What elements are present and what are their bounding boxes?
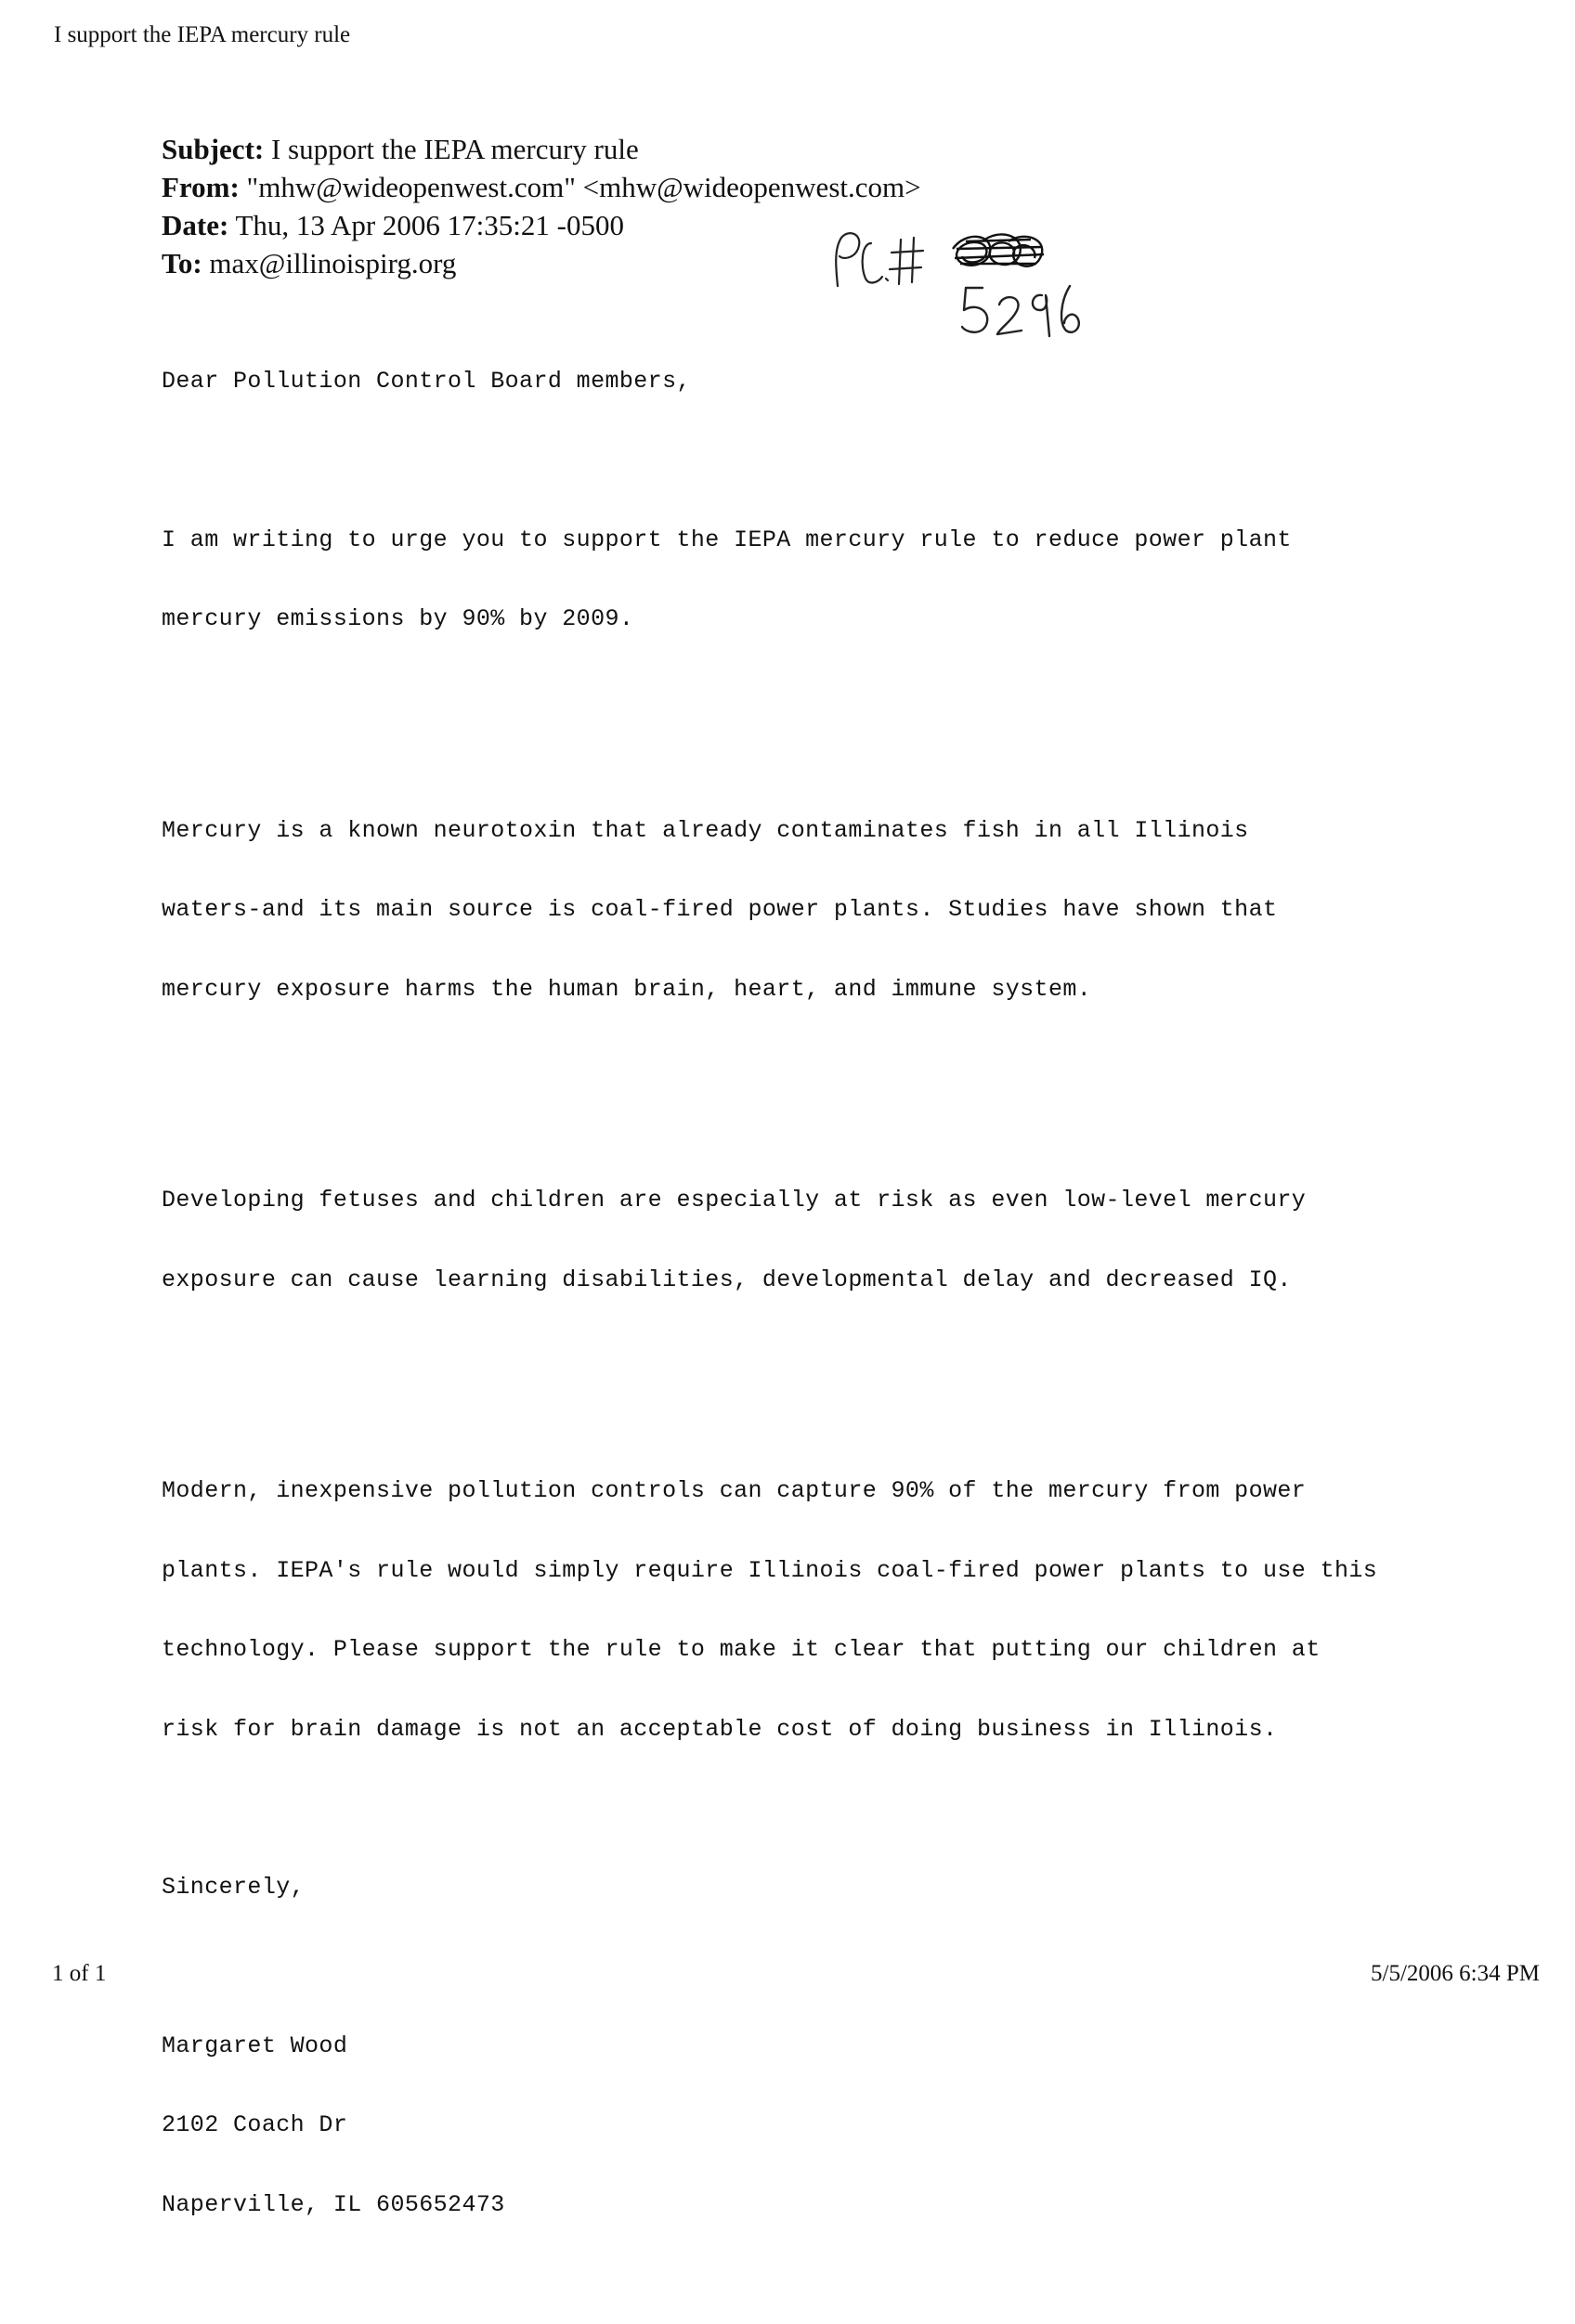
paragraph-line: mercury exposure harms the human brain, heart, and immune system. <box>162 975 1092 1003</box>
paragraph-line: risk for brain damage is not an acceptable cost of doing business in Illinois. <box>162 1715 1278 1743</box>
subject-value: I support the IEPA mercury rule <box>270 133 639 165</box>
page-number: 1 of 1 <box>52 1961 107 1986</box>
greeting: Dear Pollution Control Board members, <box>162 368 691 395</box>
from-label: From: <box>162 171 240 203</box>
email-body <box>162 316 1377 2324</box>
signature-name: Margaret Wood <box>162 2032 348 2059</box>
paragraph-line: plants. IEPA's rule would simply require Illinois coal-fired power plants to use this <box>162 1556 1378 1584</box>
paragraph-line: technology. Please support the rule to make it clear that putting our children at <box>162 1636 1321 1663</box>
date-label: Date: <box>162 209 229 241</box>
paragraph-line: Modern, inexpensive pollution controls can capture 90% of the mercury from power <box>162 1477 1307 1504</box>
paragraph-line: mercury emissions by 90% by 2009. <box>162 605 634 632</box>
to-label: To: <box>162 247 202 279</box>
subject-row <box>162 130 921 168</box>
page-header-title: I support the IEPA mercury rule <box>54 22 351 47</box>
signature-city: Naperville, IL 605652473 <box>162 2190 505 2218</box>
paragraph-2 <box>162 765 1377 1057</box>
signature-block <box>162 1980 1377 2272</box>
paragraph-line: Mercury is a known neurotoxin that already contaminates fish in all Illinois <box>162 816 1249 844</box>
paragraph-line: I am writing to urge you to support the IEPA mercury rule to reduce power plant <box>162 526 1292 553</box>
from-row <box>162 168 921 206</box>
paragraph-line: waters-and its main source is coal-fired power plants. Studies have shown that <box>162 896 1278 923</box>
paragraph-1 <box>162 474 1377 686</box>
signature-street: 2102 Coach Dr <box>162 2111 348 2138</box>
paragraph-4 <box>162 1425 1377 1796</box>
from-value: "mhw@wideopenwest.com" <mhw@wideopenwest.com> <box>246 171 921 203</box>
scribble-mark <box>953 234 1044 266</box>
date-value: Thu, 13 Apr 2006 17:35:21 -0500 <box>235 209 624 241</box>
print-timestamp: 5/5/2006 6:34 PM <box>1371 1961 1540 1986</box>
paragraph-line: Developing fetuses and children are especially at risk as even low-level mercury <box>162 1187 1307 1214</box>
closing: Sincerely, <box>162 1874 306 1901</box>
paragraph-3 <box>162 1135 1377 1346</box>
email-header <box>162 130 921 282</box>
paragraph-line: exposure can cause learning disabilities, developmental delay and decreased IQ. <box>162 1266 1292 1293</box>
to-row <box>162 244 921 282</box>
date-row <box>162 206 921 244</box>
handwritten-pc-mark <box>836 233 923 286</box>
subject-label: Subject: <box>162 133 265 165</box>
to-value: max@illinoispirg.org <box>209 247 457 279</box>
